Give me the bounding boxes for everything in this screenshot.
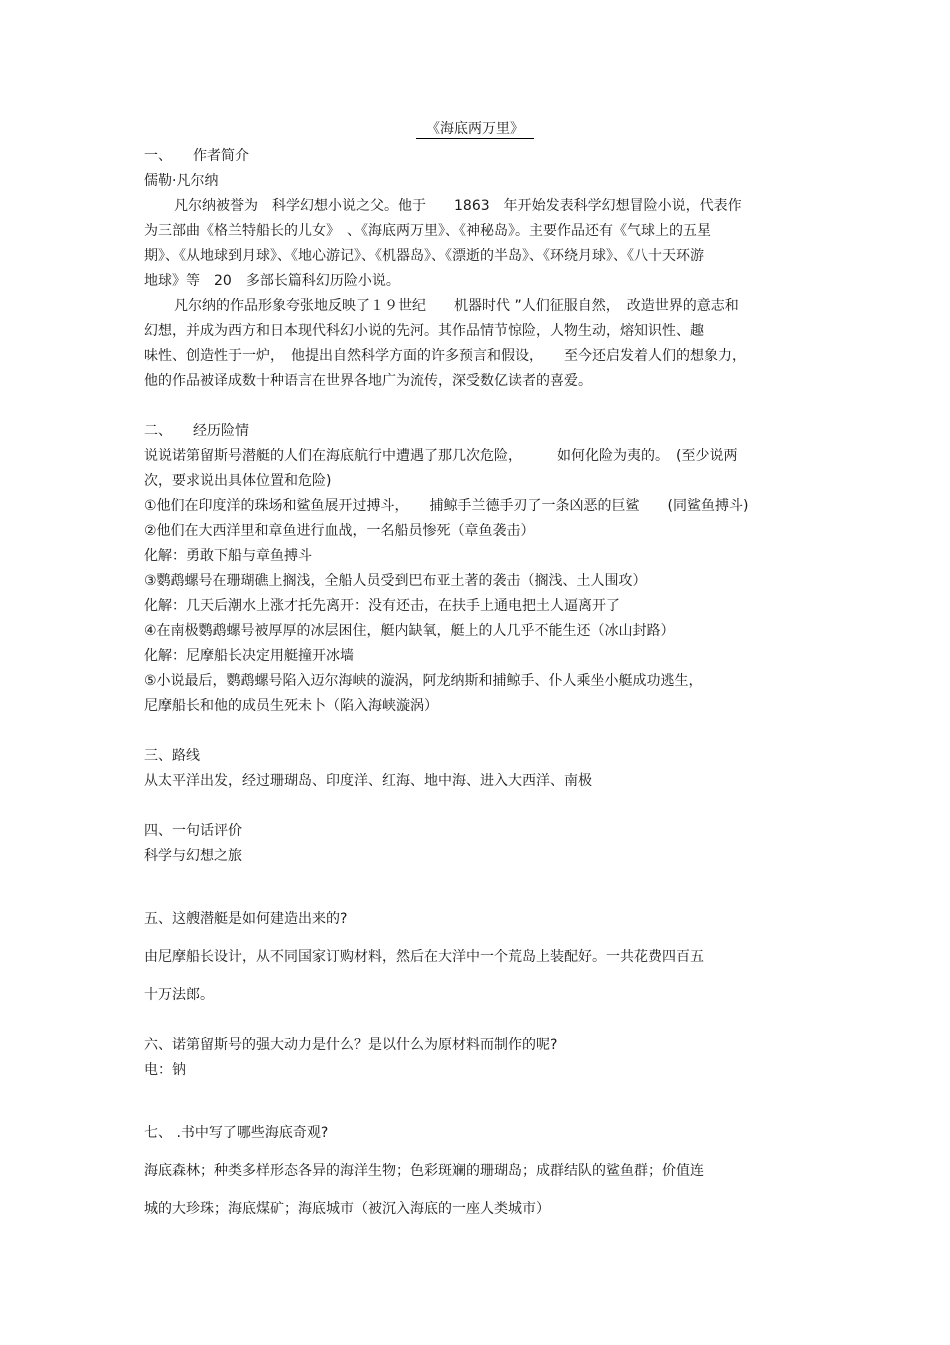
heading-adventures: 二、 经历险情: [144, 423, 249, 439]
paragraph-line: 期》、《从地球到月球》、《地心游记》、《机器岛》、《漂逝的半岛》、《环绕月球》、《八十天环游: [144, 248, 704, 264]
spacer: [144, 1083, 804, 1108]
paragraph-line: 幻想，并成为西方和日本现代科幻小说的先河。其作品情节惊险，人物生动，熔知识性、趣: [144, 323, 704, 339]
document-body: [144, 144, 804, 1222]
paragraph-line: 电：钠: [144, 1062, 186, 1078]
spacer: [144, 719, 804, 744]
spacer: [144, 1008, 804, 1033]
heading-submarine-build: 五、这艘潜艇是如何建造出来的?: [144, 911, 348, 927]
paragraph-line: 由尼摩船长设计，从不同国家订购材料，然后在大洋中一个荒岛上装配好。一共花费四百五: [144, 949, 704, 965]
spacer: [144, 1108, 804, 1121]
paragraph-line: 他的作品被译成数十种语言在世界各地广为流传，深受数亿读者的喜爱。: [144, 373, 592, 389]
spacer: [144, 932, 804, 945]
spacer: [144, 1146, 804, 1159]
author-name: 儒勒·凡尔纳: [144, 173, 219, 189]
heading-route: 三、路线: [144, 748, 200, 764]
spacer: [144, 970, 804, 983]
heading-power-source: 六、诺第留斯号的强大动力是什么？是以什么为原材料而制作的呢?: [144, 1037, 558, 1053]
spacer: [144, 869, 804, 894]
spacer: [144, 794, 804, 819]
spacer: [144, 894, 804, 907]
paragraph-line: 地球》等 20 多部长篇科幻历险小说。: [144, 273, 400, 289]
list-item: ②他们在大西洋里和章鱼进行血战，一名船员惨死（章鱼袭击）: [144, 523, 535, 539]
resolution-line: 化解：尼摩船长决定用艇撞开冰墙: [144, 648, 354, 664]
paragraph-line: 次，要求说出具体位置和危险): [144, 473, 332, 489]
paragraph-line: 说说诺第留斯号潜艇的人们在海底航行中遭遇了那几次危险， 如何化险为夷的。 (至少说两: [144, 448, 738, 464]
list-item: ④在南极鹦鹉螺号被厚厚的冰层困住，艇内缺氧，艇上的人几乎不能生还（冰山封路）: [144, 623, 675, 639]
document-title: 《海底两万里》: [416, 121, 534, 139]
list-item: ⑤小说最后，鹦鹉螺号陷入迈尔海峡的漩涡，阿龙纳斯和捕鲸手、仆人乘坐小艇成功逃生，: [144, 673, 703, 689]
paragraph-line: 味性、创造性于一炉， 他提出自然科学方面的许多预言和假设， 至今还启发着人们的想象力，: [144, 348, 746, 364]
resolution-line: 化解：勇敢下船与章鱼搏斗: [144, 548, 312, 564]
paragraph-line: 尼摩船长和他的成员生死未卜（陷入海峡漩涡）: [144, 698, 438, 714]
paragraph-line: 凡尔纳的作品形象夸张地反映了１９世纪 机器时代 ”人们征服自然， 改造世界的意志和: [174, 298, 739, 314]
heading-evaluation: 四、一句话评价: [144, 823, 242, 839]
paragraph-line: 科学与幻想之旅: [144, 848, 242, 864]
heading-wonders: 七、 .书中写了哪些海底奇观?: [144, 1125, 329, 1141]
paragraph-line: 从太平洋出发，经过珊瑚岛、印度洋、红海、地中海、进入大西洋、南极: [144, 773, 592, 789]
paragraph-line: 城的大珍珠；海底煤矿；海底城市（被沉入海底的一座人类城市）: [144, 1201, 550, 1217]
paragraph-line: 海底森林；种类多样形态各异的海洋生物；色彩斑斓的珊瑚岛；成群结队的鲨鱼群；价值连: [144, 1163, 704, 1179]
spacer: [144, 1184, 804, 1197]
spacer: [144, 394, 804, 419]
paragraph-line: 凡尔纳被誉为 科学幻想小说之父。他于 1863 年开始发表科学幻想冒险小说，代表作: [174, 198, 742, 214]
paragraph-line: 为三部曲《格兰特船长的儿女》 、《海底两万里》、《神秘岛》。主要作品还有《气球上的五星: [144, 223, 711, 239]
list-item: ①他们在印度洋的珠场和鲨鱼展开过搏斗， 捕鲸手兰德手刃了一条凶恶的巨鲨 (同鲨鱼搏斗): [144, 498, 749, 514]
paragraph-line: 十万法郎。: [144, 987, 214, 1003]
heading-author-intro: 一、 作者简介: [144, 148, 249, 164]
list-item: ③鹦鹉螺号在珊瑚礁上搁浅，全船人员受到巴布亚土著的袭击（搁浅、土人围攻）: [144, 573, 647, 589]
resolution-line: 化解：几天后潮水上涨才托先离开：没有还击，在扶手上通电把土人逼离开了: [144, 598, 620, 614]
